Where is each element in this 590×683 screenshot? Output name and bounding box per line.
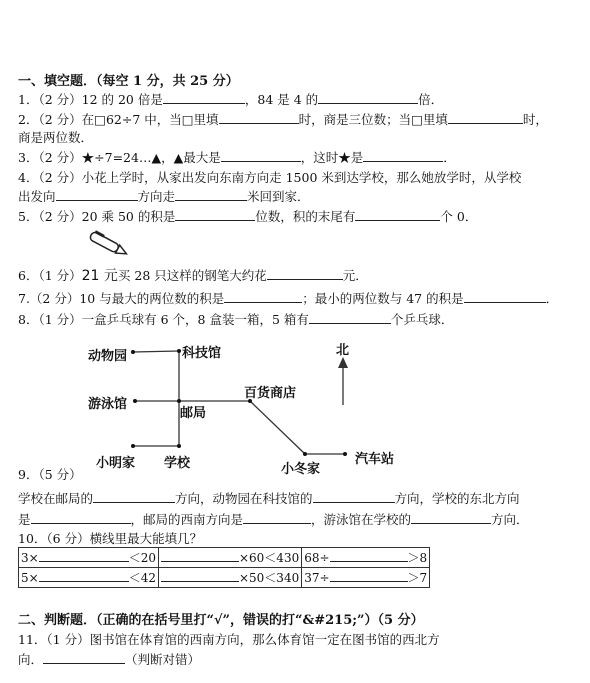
table-cell: ×60＜430 — [158, 548, 301, 568]
map-label-school: 学校 — [164, 456, 191, 471]
section-1-title: 一、填空题．（每空 1 分，共 25 分） — [18, 74, 239, 89]
map-label-xiaodong-home: 小冬家 — [281, 462, 321, 477]
answer-blank[interactable] — [221, 149, 301, 162]
question-3: 3．（2 分）★÷7=24…▲，▲最大是 ，这时★是 ． — [18, 150, 456, 165]
answer-blank[interactable] — [330, 569, 408, 582]
table-cell: 3× ＜20 — [19, 548, 159, 568]
map-label-north: 北 — [336, 343, 350, 358]
star-icon: ★ — [338, 150, 351, 165]
triangle-icon: ▲ — [151, 150, 162, 165]
question-9-line-2: 是 ，邮局的西南方向是 ，游泳馆在学校的 方向． — [18, 512, 529, 527]
answer-blank[interactable] — [330, 549, 408, 562]
pen-icon — [86, 228, 132, 260]
triangle-icon: ▲ — [173, 150, 184, 165]
answer-blank[interactable] — [56, 188, 138, 201]
answer-blank[interactable] — [219, 111, 299, 124]
map-label-post-office: 邮局 — [180, 406, 207, 421]
question-11-cont: 向． （判断对错） — [18, 652, 201, 667]
question-5: 5．（2 分）20 乘 50 的积是 位数，积的末尾有 个 0． — [18, 209, 478, 224]
question-2-cont: 商是两位数． — [18, 130, 94, 145]
question-9-number: 9．（5 分） — [18, 467, 82, 482]
answer-blank[interactable] — [39, 569, 129, 582]
map-label-museum: 科技馆 — [182, 346, 222, 361]
question-9-line-1: 学校在邮局的 方向，动物园在科技馆的 方向，学校的东北方向 — [18, 491, 520, 506]
answer-blank[interactable] — [318, 91, 418, 104]
answer-blank[interactable] — [313, 490, 395, 503]
answer-blank[interactable] — [267, 267, 343, 280]
map-label-xiaoming-home: 小明家 — [96, 456, 136, 471]
table-cell: 37÷ ＞7 — [302, 568, 430, 588]
map-label-store: 百货商店 — [244, 386, 297, 401]
question-8: 8．（1 分）一盒乒乓球有 6 个，8 盒装一箱，5 箱有 个乒乓球． — [18, 312, 454, 327]
answer-blank[interactable] — [39, 549, 129, 562]
pen-price: 21 元 — [81, 268, 118, 284]
question-2: 2．（2 分）在□62÷7 中，当□里填 时，商是三位数；当□里填 时， — [18, 112, 548, 127]
question-6: 6．（1 分）21 元买 28 只这样的钢笔大约花 元． — [18, 268, 368, 284]
star-icon: ★ — [81, 150, 95, 165]
answer-blank[interactable] — [175, 188, 247, 201]
answer-blank[interactable] — [161, 569, 239, 582]
table-row — [19, 548, 430, 568]
question-10-title: 10．（6 分）横线里最大能填几？ — [18, 531, 203, 546]
question-7: 7.（2 分）10 与最大的两位数的积是 ；最小的两位数与 47 的积是 ． — [18, 291, 559, 306]
answer-blank[interactable] — [31, 511, 131, 524]
question-10-table — [18, 547, 430, 588]
answer-blank[interactable] — [161, 549, 239, 562]
question-4: 4．（2 分）小花上学时，从家出发向东南方向走 1500 米到达学校，那么她放学时，从学校 — [18, 170, 522, 185]
north-arrow-icon — [338, 357, 348, 368]
map-label-zoo: 动物园 — [88, 349, 128, 364]
answer-blank[interactable] — [243, 511, 311, 524]
question-11: 11．（1 分）图书馆在体育馆的西南方向，那么体育馆一定在图书馆的西北方 — [18, 632, 440, 647]
table-row — [19, 568, 430, 588]
map-label-pool: 游泳馆 — [88, 397, 128, 412]
table-cell: ×50＜340 — [158, 568, 301, 588]
answer-blank[interactable] — [309, 311, 391, 324]
answer-blank[interactable] — [93, 490, 175, 503]
map-label-bus-station: 汽车站 — [355, 452, 395, 467]
answer-blank[interactable] — [43, 651, 125, 664]
answer-blank[interactable] — [224, 290, 302, 303]
answer-blank[interactable] — [411, 511, 491, 524]
answer-blank[interactable] — [175, 208, 255, 221]
table-cell: 68÷ ＞8 — [302, 548, 430, 568]
answer-blank[interactable] — [163, 91, 245, 104]
answer-blank[interactable] — [355, 208, 440, 221]
question-4-cont: 出发向 方向走 米回到家． — [18, 189, 310, 204]
question-1: 1．（2 分）12 的 20 倍是 ，84 是 4 的 倍． — [18, 92, 444, 107]
answer-blank[interactable] — [448, 111, 523, 124]
table-cell: 5× ＜42 — [19, 568, 159, 588]
answer-blank[interactable] — [464, 290, 546, 303]
section-2-title: 二、判断题．（正确的在括号里打“√”，错误的打“&#215;”）（5 分） — [18, 613, 424, 628]
answer-blank[interactable] — [363, 149, 443, 162]
